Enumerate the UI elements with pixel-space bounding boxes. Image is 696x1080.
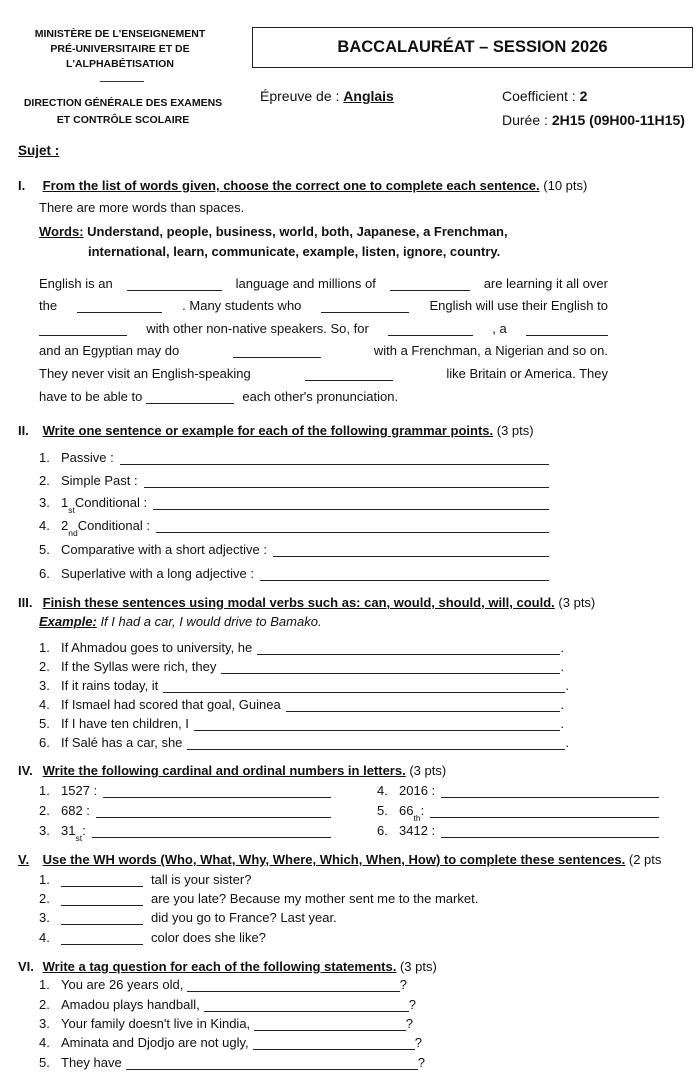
grammar-item — [39, 450, 549, 465]
words-line: Understand, people, business, world, both, Japanese, a Frenchman, — [87, 224, 508, 239]
ministry-line: PRÉ-UNIVERSITAIRE ET DE — [50, 43, 190, 55]
answer-line[interactable] — [120, 453, 549, 465]
paragraph-text: English will use their English to — [429, 298, 608, 314]
paragraph-text: , a — [492, 320, 507, 336]
answer-blank[interactable] — [61, 894, 143, 906]
item-number: 3. — [39, 678, 50, 693]
item-number: 5. — [39, 542, 50, 557]
wh-item — [39, 910, 337, 925]
header-divider — [100, 81, 144, 82]
words-line: international, learn, communicate, example, listen, ignore, country. — [88, 244, 501, 259]
section-6-header — [18, 959, 437, 974]
item-text: 2 — [61, 518, 69, 533]
item-text: 2016 : — [399, 783, 436, 798]
item-text: Simple Past : — [61, 473, 138, 488]
answer-line[interactable] — [92, 826, 331, 838]
answer-blank[interactable] — [146, 391, 234, 404]
sujet-heading: Sujet : — [18, 143, 60, 158]
answer-line[interactable] — [156, 521, 549, 533]
paragraph-text: the — [39, 298, 58, 314]
tag-question-item — [39, 1055, 425, 1070]
section-1-header — [18, 178, 587, 193]
modal-item: 3. If it rains today, it . — [39, 678, 569, 693]
paragraph-line — [39, 336, 608, 359]
item-number: 1. — [39, 872, 50, 887]
modal-item: 6. If Salé has a car, she . — [39, 735, 569, 750]
answer-blank[interactable] — [233, 345, 321, 358]
section-5-header — [18, 852, 661, 867]
section-3-header — [18, 595, 595, 610]
paragraph-text: English is an — [39, 275, 113, 291]
item-text: tall is your sister? — [151, 872, 252, 887]
tag-question-item — [39, 1035, 422, 1050]
item-text: Aminata and Djodjo are not ugly, — [61, 1035, 249, 1050]
item-text: are you late? Because my mother sent me to the market. — [151, 891, 479, 906]
section-number: V. — [18, 852, 30, 867]
section-instruction: Write the following cardinal and ordinal numbers in letters. — [42, 763, 406, 778]
ministry-line: MINISTÈRE DE L'ENSEIGNEMENT — [34, 28, 206, 40]
item-number: 2. — [39, 659, 50, 674]
item-text: color does she like? — [151, 930, 266, 945]
paragraph-text: with a Frenchman, a Nigerian and so on. — [373, 343, 608, 359]
item-text: They have — [61, 1055, 122, 1070]
modal-item: 1. If Ahmadou goes to university, he . — [39, 640, 564, 655]
item-number: 6. — [39, 735, 50, 750]
direction-line: DIRECTION GÉNÉRALE DES EXAMENS — [23, 97, 223, 109]
direction-line: ET CONTRÔLE SCOLAIRE — [56, 114, 190, 126]
item-text: 682 : — [61, 803, 90, 818]
example-text: If I had a car, I would drive to Bamako. — [100, 614, 322, 629]
item-text: Passive : — [61, 450, 114, 465]
answer-blank[interactable] — [61, 933, 143, 945]
paragraph-line — [39, 291, 608, 314]
wh-item — [39, 930, 266, 945]
section-2-header — [18, 423, 534, 438]
section-number: IV. — [18, 763, 33, 778]
item-number: 2. — [39, 803, 50, 818]
coefficient-line — [502, 88, 587, 104]
number-item — [377, 783, 659, 798]
answer-line[interactable] — [163, 681, 565, 693]
answer-blank[interactable] — [388, 323, 473, 336]
item-number: 1. — [39, 450, 50, 465]
answer-blank[interactable] — [127, 278, 222, 291]
tag-question-item — [39, 1016, 413, 1031]
answer-line[interactable] — [260, 569, 549, 581]
grammar-item — [39, 473, 549, 488]
example-label: Example: — [39, 614, 97, 629]
answer-blank[interactable] — [39, 323, 127, 336]
answer-line[interactable] — [96, 806, 331, 818]
answer-blank[interactable] — [305, 368, 393, 381]
item-number: 4. — [39, 930, 50, 945]
item-number: 5. — [377, 803, 388, 818]
section-number: II. — [18, 423, 29, 438]
item-text: If Ismael had scored that goal, Guinea — [61, 697, 281, 712]
modal-item: 4. If Ismael had scored that goal, Guinea . — [39, 697, 564, 712]
answer-line[interactable] — [253, 1038, 415, 1050]
item-number: 3. — [39, 495, 50, 510]
duration-value: 2H15 (09H00-11H15) — [551, 112, 685, 128]
paragraph-line — [39, 268, 608, 291]
item-text: : — [82, 823, 86, 838]
item-text: If it rains today, it — [61, 678, 159, 693]
paragraph-text: each other's pronunciation. — [242, 388, 399, 404]
tag-question-item — [39, 997, 416, 1012]
item-number: 4. — [39, 518, 50, 533]
section-points: (3 pts) — [558, 595, 596, 610]
number-item: 5. 66 th : — [377, 803, 659, 818]
paragraph-text: language and millions of — [235, 275, 376, 291]
section-instruction: Write a tag question for each of the following statements. — [42, 959, 397, 974]
answer-line[interactable] — [204, 1000, 409, 1012]
answer-blank[interactable] — [61, 875, 143, 887]
question-mark: ? — [399, 977, 407, 992]
grammar-item — [39, 542, 549, 557]
paragraph-text: They never visit an English-speaking — [39, 365, 251, 381]
section-points: (3 pts) — [399, 959, 437, 974]
item-number: 6. — [377, 823, 388, 838]
item-number: 2. — [39, 997, 50, 1012]
section-4-header — [18, 763, 446, 778]
section-number: VI. — [18, 959, 34, 974]
question-mark: ? — [408, 997, 416, 1012]
wh-item — [39, 891, 478, 906]
item-number: 4. — [39, 1035, 50, 1050]
paragraph-text: . Many students who — [182, 298, 302, 314]
item-number: 5. — [39, 716, 50, 731]
item-text: If Ahmadou goes to university, he — [61, 640, 253, 655]
item-text: You are 26 years old, — [61, 977, 184, 992]
answer-line[interactable] — [257, 643, 560, 655]
answer-line[interactable] — [441, 786, 659, 798]
item-text: 31 — [61, 823, 76, 838]
answer-line[interactable] — [194, 719, 560, 731]
paragraph-line — [39, 313, 608, 336]
question-mark: ? — [405, 1016, 413, 1031]
exam-title-box — [252, 27, 693, 68]
answer-blank[interactable] — [77, 300, 162, 313]
number-item — [39, 803, 331, 818]
answer-line[interactable] — [144, 476, 549, 488]
section-points: (2 pts — [628, 852, 662, 867]
item-text: 1527 : — [61, 783, 98, 798]
exam-title: BACCALAURÉAT – SESSION 2026 — [337, 38, 608, 56]
section-instruction: Use the WH words (Who, What, Why, Where, Which, When, How) to complete these sentences. — [42, 852, 626, 867]
answer-blank[interactable] — [390, 278, 470, 291]
section-instruction: From the list of words given, choose the correct one to complete each sentence. — [42, 178, 540, 193]
answer-line[interactable] — [187, 738, 565, 750]
item-number: 3. — [39, 823, 50, 838]
paragraph-line — [39, 381, 608, 404]
answer-line[interactable] — [273, 545, 549, 557]
item-text: did you go to France? Last year. — [151, 910, 337, 925]
grammar-item — [39, 566, 549, 581]
section-points: (3 pts) — [496, 423, 534, 438]
grammar-item: 3. 1 st Conditional : — [39, 495, 549, 510]
item-number: 2. — [39, 473, 50, 488]
number-item: 3. 31 st : — [39, 823, 331, 838]
item-text: If the Syllas were rich, they — [61, 659, 217, 674]
answer-line[interactable] — [430, 806, 659, 818]
section-instruction: Finish these sentences using modal verbs such as: can, would, should, will, could. — [42, 595, 555, 610]
item-text: Your family doesn't live in Kindia, — [61, 1016, 251, 1031]
item-text: 3412 : — [399, 823, 436, 838]
item-number: 1. — [39, 783, 50, 798]
question-mark: ? — [417, 1055, 425, 1070]
duration-line — [502, 112, 685, 128]
item-number: 2. — [39, 891, 50, 906]
tag-question-item — [39, 977, 407, 992]
question-mark: ? — [414, 1035, 422, 1050]
item-number: 1. — [39, 977, 50, 992]
coefficient-label: Coefficient : — [502, 88, 576, 104]
paragraph-text: have to be able to — [39, 388, 143, 404]
item-number: 6. — [39, 566, 50, 581]
item-text: Superlative with a long adjective : — [61, 566, 254, 581]
item-number: 1. — [39, 640, 50, 655]
item-text: Conditional : — [74, 495, 148, 510]
paragraph-text: with other non-native speakers. So, for — [146, 320, 369, 336]
number-item — [377, 823, 659, 838]
modal-item: 5. If I have ten children, I . — [39, 716, 564, 731]
item-number: 4. — [377, 783, 388, 798]
item-text: 1 — [61, 495, 69, 510]
section-points: (10 pts) — [543, 178, 588, 193]
words-label: Words: — [39, 224, 84, 239]
section-number: I. — [18, 178, 26, 193]
answer-blank[interactable] — [61, 913, 143, 925]
duration-label: Durée : — [502, 112, 548, 128]
subject-line — [260, 88, 394, 104]
item-text: Comparative with a short adjective : — [61, 542, 267, 557]
paragraph-text: and an Egyptian may do — [39, 343, 180, 359]
modal-item: 2. If the Syllas were rich, they . — [39, 659, 564, 674]
example-line — [39, 614, 322, 629]
answer-line[interactable] — [103, 786, 331, 798]
answer-blank[interactable] — [526, 323, 608, 336]
answer-line[interactable] — [441, 826, 659, 838]
subject-value: Anglais — [343, 88, 394, 104]
item-text: If I have ten children, I — [61, 716, 189, 731]
answer-line[interactable] — [254, 1019, 406, 1031]
item-number: 5. — [39, 1055, 50, 1070]
ministry-header — [14, 27, 226, 72]
section-number: III. — [18, 595, 33, 610]
answer-line[interactable] — [187, 980, 399, 992]
ministry-line: L'ALPHABÉTISATION — [66, 58, 174, 70]
item-text: If Salé has a car, she — [61, 735, 183, 750]
coefficient-value: 2 — [579, 88, 588, 104]
item-text: Amadou plays handball, — [61, 997, 200, 1012]
section-1-note: There are more words than spaces. — [39, 200, 245, 215]
answer-blank[interactable] — [321, 300, 409, 313]
answer-line[interactable] — [153, 498, 549, 510]
subject-label: Épreuve de : — [260, 88, 340, 104]
paragraph-line — [39, 358, 608, 381]
item-text: 66 — [399, 803, 414, 818]
number-item — [39, 783, 331, 798]
wh-item — [39, 872, 251, 887]
direction-header — [10, 95, 236, 129]
section-instruction: Write one sentence or example for each of the following grammar points. — [42, 423, 494, 438]
item-text: Conditional : — [77, 518, 150, 533]
item-number: 3. — [39, 910, 50, 925]
fill-in-paragraph — [39, 268, 608, 404]
answer-line[interactable] — [221, 662, 560, 674]
paragraph-text: are learning it all over — [483, 275, 608, 291]
item-number: 3. — [39, 1016, 50, 1031]
answer-line[interactable] — [286, 700, 561, 712]
item-number: 4. — [39, 697, 50, 712]
answer-line[interactable] — [126, 1058, 418, 1070]
paragraph-text: like Britain or America. They — [446, 365, 608, 381]
section-points: (3 pts) — [409, 763, 447, 778]
item-text: : — [420, 803, 425, 818]
grammar-item: 4. 2 nd Conditional : — [39, 518, 549, 533]
word-list — [39, 224, 508, 239]
